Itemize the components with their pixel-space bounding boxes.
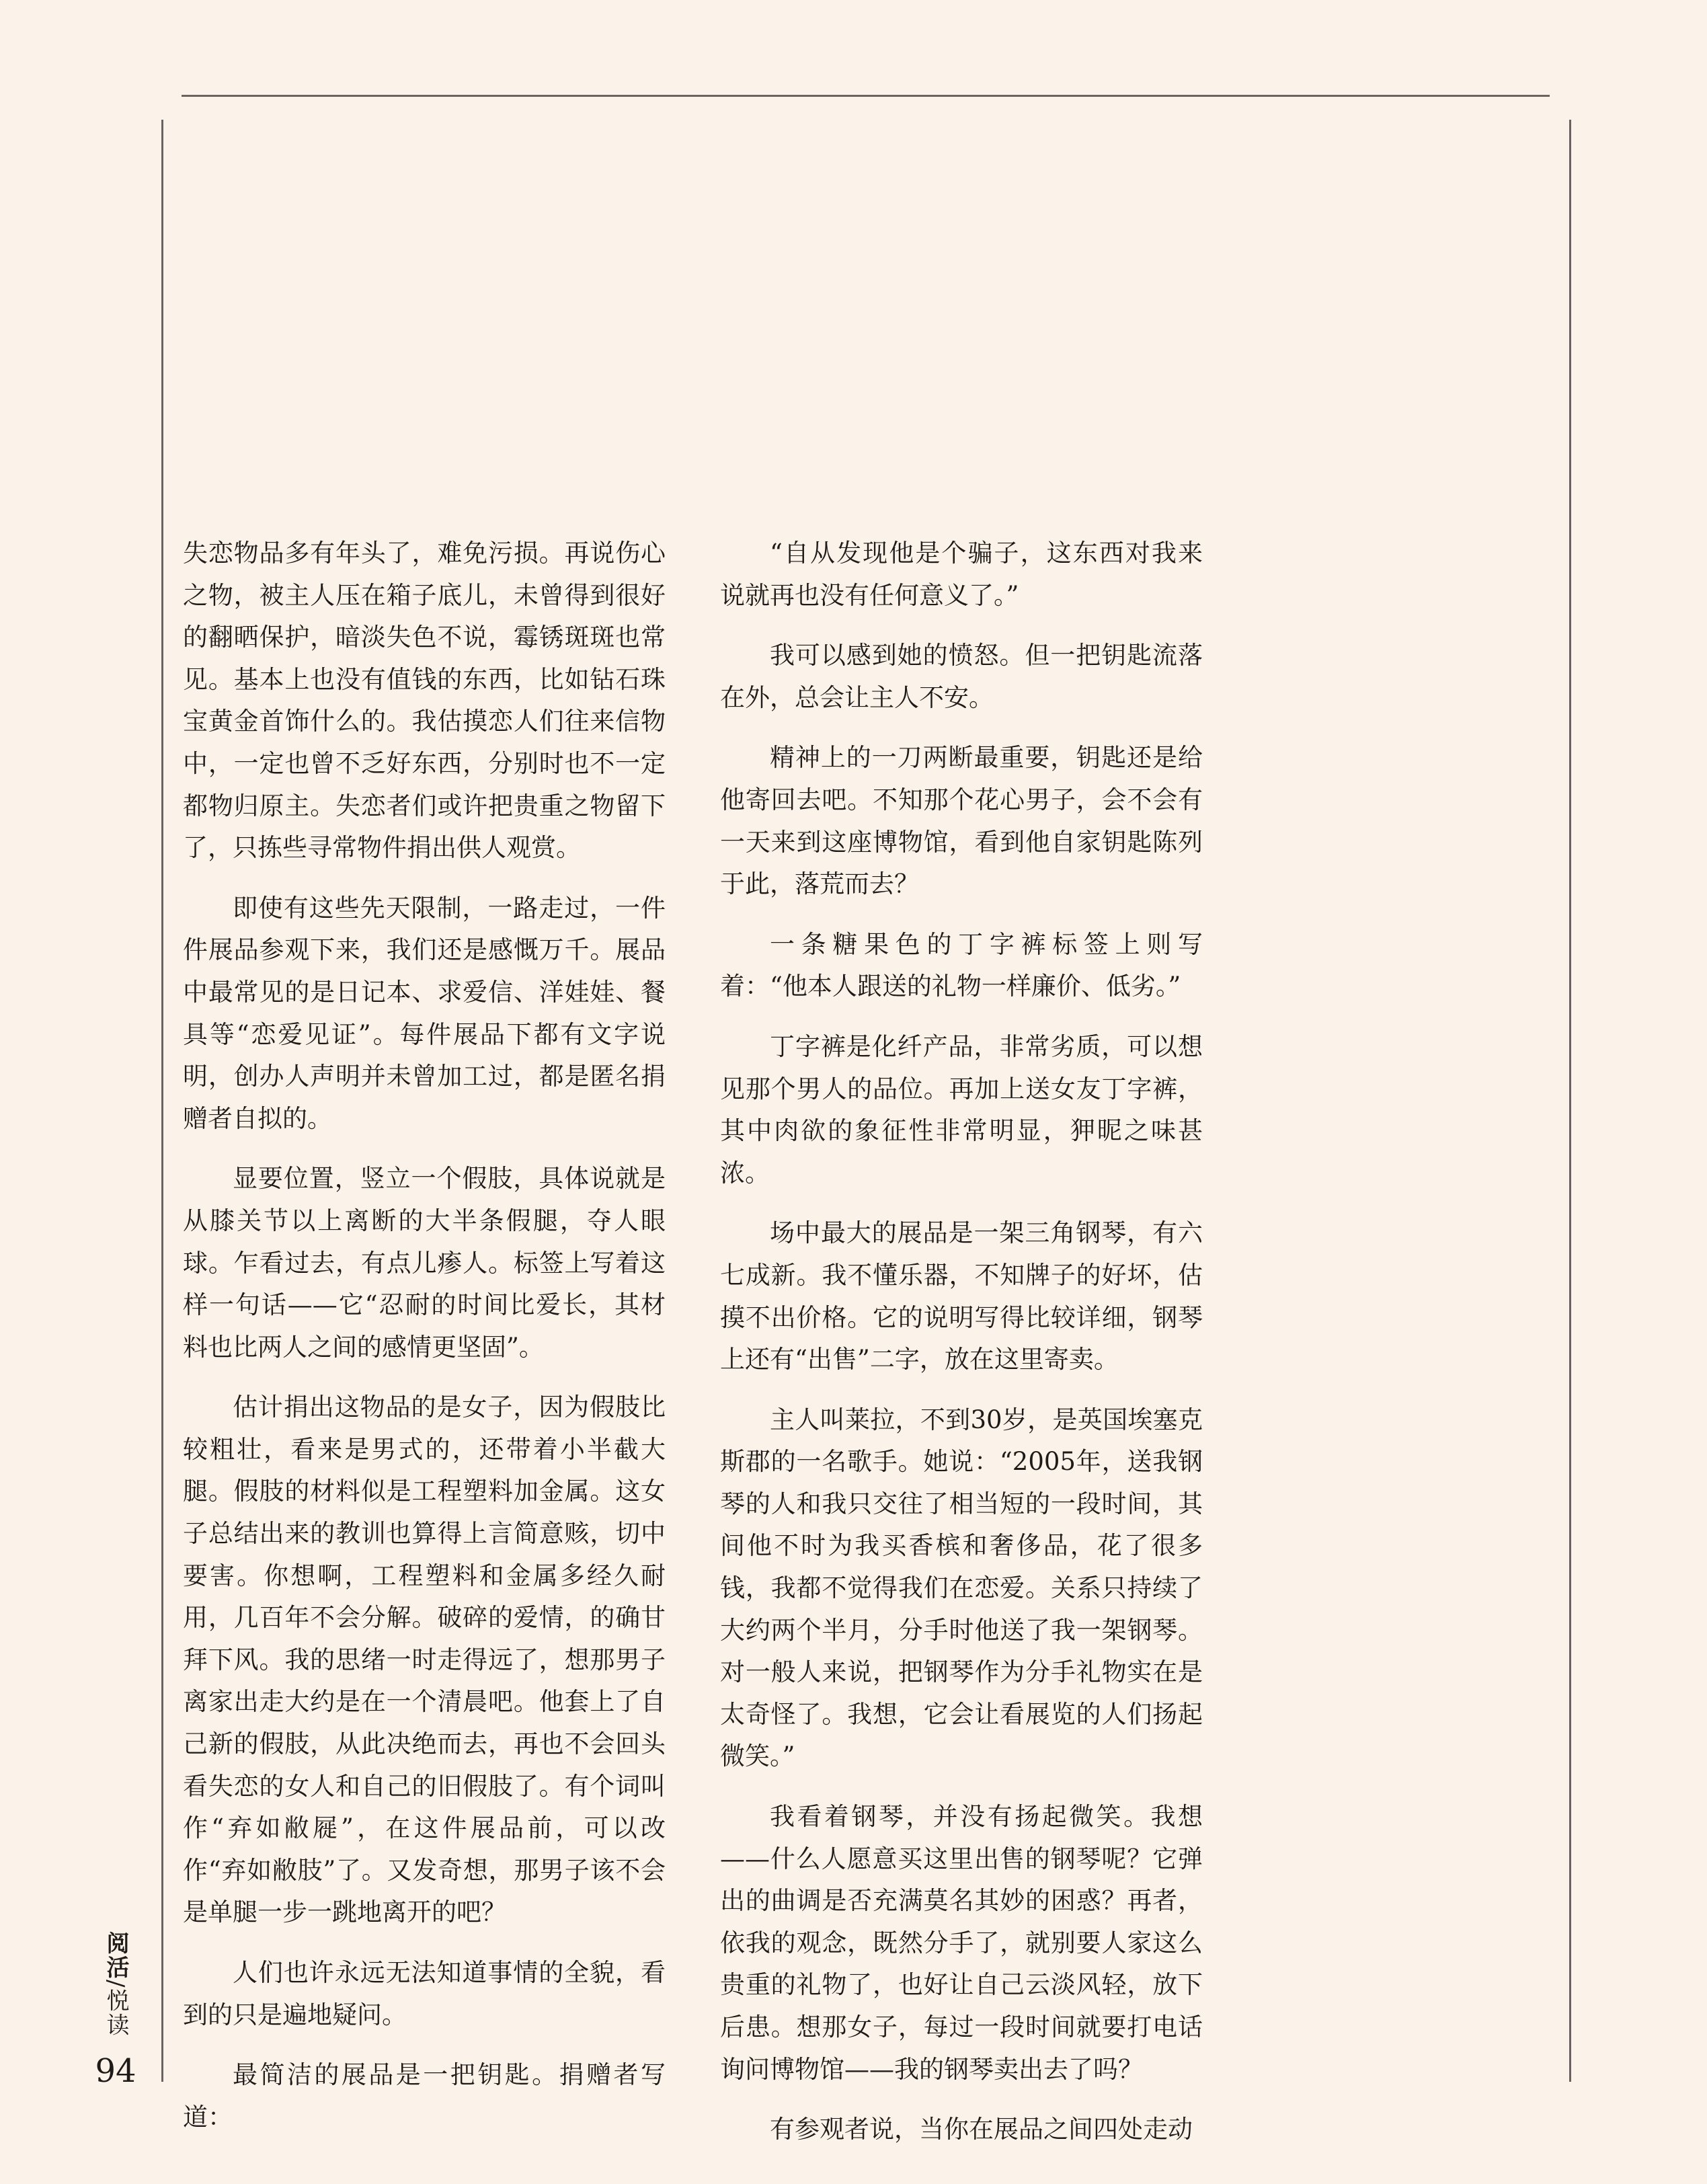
paragraph: 失恋物品多有年头了，难免污损。再说伤心之物，被主人压在箱子底儿，未曾得到很好的翻晒保护，暗淡失色不说，霉锈斑斑也常见。基本上也没有值钱的东西，比如钻石珠宝黄金首饰什么的。我估摸恋人们往来信物中，一定也曾不乏好东西，分别时也不一定都物归原主。失恋者们或许把贵重之物留下了，只拣些寻常物件捐出供人观赏。 xyxy=(183,539,666,863)
text-column-left xyxy=(183,533,666,2156)
paragraph: 场中最大的展品是一架三角钢琴，有六七成新。我不懂乐器，不知牌子的好坏，估摸不出价格。它的说明写得比较详细，钢琴上还有“出售”二字，放在这里寄卖。 xyxy=(720,1218,1203,1374)
text-column-right xyxy=(720,533,1203,2169)
top-rule xyxy=(182,95,1550,97)
paragraph: 我可以感到她的愤怒。但一把钥匙流落在外，总会让主人不安。 xyxy=(720,641,1203,712)
paragraph: 显要位置，竖立一个假肢，具体说就是从膝关节以上离断的大半条假腿，夺人眼球。乍看过去，有点儿瘆人。标签上写着这样一句话——它“忍耐的时间比爱长，其材料也比两人之间的感情更坚固”。 xyxy=(183,1164,666,1362)
left-column-rule xyxy=(161,120,163,2082)
paragraph: 一条糖果色的丁字裤标签上则写着：“他本人跟送的礼物一样廉价、低劣。” xyxy=(720,929,1203,1001)
paragraph: 即使有这些先天限制，一路走过，一件件展品参观下来，我们还是感慨万千。展品中最常见的是日记本、求爱信、洋娃娃、餐具等“恋爱见证”。每件展品下都有文字说明，创办人声明并未曾加工过，都是匿名捐赠者自拟的。 xyxy=(183,893,666,1133)
paragraph: 最简洁的展品是一把钥匙。捐赠者写道： xyxy=(183,2060,666,2132)
paragraph: 主人叫莱拉，不到30岁，是英国埃塞克斯郡的一名歌手。她说：“2005年，送我钢琴的人和我只交往了相当短的一段时间，其间他不时为我买香槟和奢侈品，花了很多钱，我都不觉得我们在恋爱。关系只持续了大约两个半月，分手时他送了我一架钢琴。对一般人来说，把钢琴作为分手礼物实在是太奇怪了。我想，它会让看展览的人们扬起微笑。” xyxy=(720,1405,1203,1771)
paragraph: “自从发现他是个骗子，这东西对我来说就再也没有任何意义了。” xyxy=(720,539,1203,610)
paragraph: 估计捐出这物品的是女子，因为假肢比较粗壮，看来是男式的，还带着小半截大腿。假肢的材料似是工程塑料加金属。这女子总结出来的教训也算得上言简意赅，切中要害。你想啊，工程塑料和金属多经久耐用，几百年不会分解。破碎的爱情，的确甘拜下风。我的思绪一时走得远了，想那男子离家出走大约是在一个清晨吧。他套上了自己新的假肢，从此决绝而去，再也不会回头看失恋的女人和自己的旧假肢了。有个词叫作“弃如敝屣”，在这件展品前，可以改作“弃如敝肢”了。又发奇想，那男子该不会是单腿一步一跳地离开的吧？ xyxy=(183,1393,666,1927)
paragraph: 人们也许永远无法知道事情的全貌，看到的只是遍地疑问。 xyxy=(183,1958,666,2029)
running-head-section: 阅活 xyxy=(102,1931,129,1980)
right-column-rule xyxy=(1569,120,1571,2082)
running-head-separator: / xyxy=(102,1980,129,1989)
running-head-column: 悦读 xyxy=(102,1988,129,2037)
running-head xyxy=(98,1931,129,2037)
paragraph: 丁字裤是化纤产品，非常劣质，可以想见那个男人的品位。再加上送女友丁字裤，其中肉欲的象征性非常明显，狎昵之味甚浓。 xyxy=(720,1031,1203,1187)
page-number: 94 xyxy=(95,2052,136,2090)
paragraph: 精神上的一刀两断最重要，钥匙还是给他寄回去吧。不知那个花心男子，会不会有一天来到这座博物馆，看到他自家钥匙陈列于此，落荒而去？ xyxy=(720,743,1203,899)
paragraph: 有参观者说，当你在展品之间四处走动 xyxy=(770,2115,1193,2144)
paragraph: 我看着钢琴，并没有扬起微笑。我想——什么人愿意买这里出售的钢琴呢？它弹出的曲调是否充满莫名其妙的困惑？再者，依我的观念，既然分手了，就别要人家这么贵重的礼物了，也好让自己云淡风轻，放下后患。想那女子，每过一段时间就要打电话询问博物馆——我的钢琴卖出去了吗？ xyxy=(720,1802,1203,2084)
